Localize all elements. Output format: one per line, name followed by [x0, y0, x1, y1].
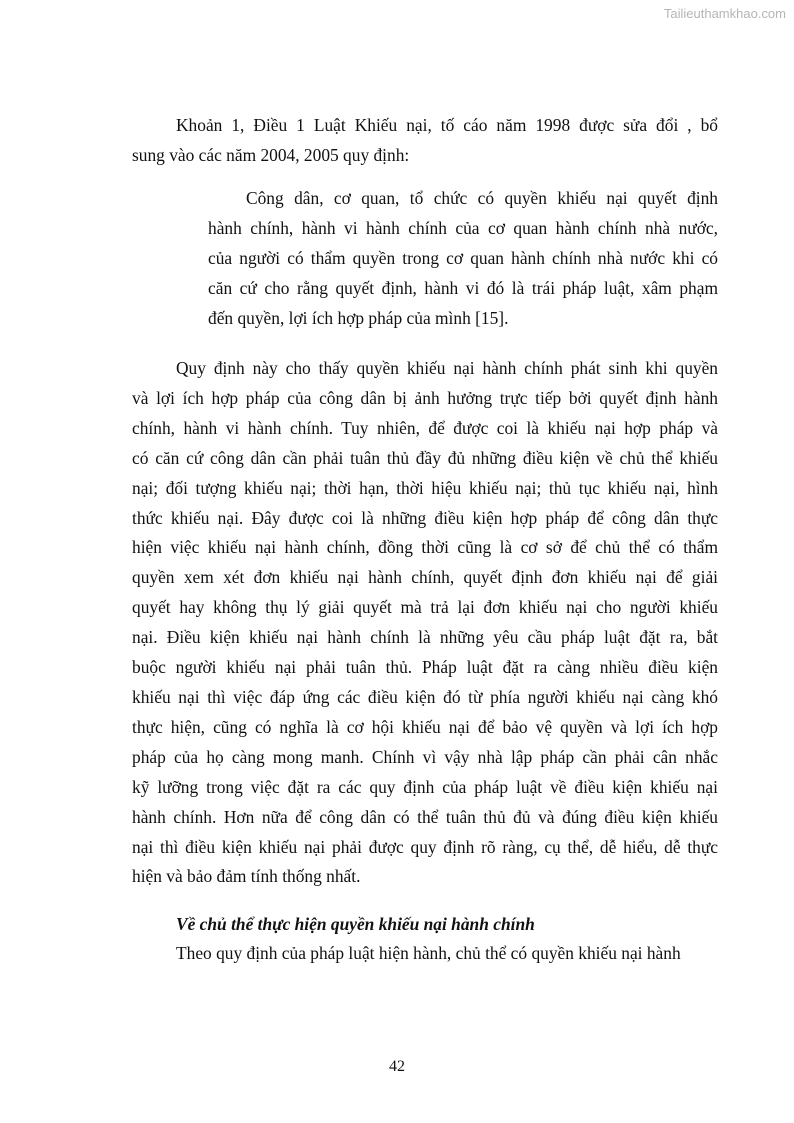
continuation-line: Theo quy định của pháp luật hiện hành, chủ thể có quyền khiếu nại hành [176, 943, 681, 963]
paragraph-line: quyết hay không thụ lý giải quyết mà trả lại đơn khiếu nại cho người khiếu [132, 597, 718, 618]
quote-line: của người có thẩm quyền trong cơ quan hành chính nhà nước khi có [208, 248, 718, 268]
main-paragraph [132, 354, 718, 892]
paragraph-line: hiện việc khiếu nại hành chính, đồng thời cũng là cơ sở để chủ thể có thẩm [132, 537, 718, 558]
intro-line-2: sung vào các năm 2004, 2005 quy định: [132, 144, 410, 165]
section-heading: Về chủ thể thực hiện quyền khiếu nại hành chính [176, 914, 535, 934]
page-number: 42 [389, 1058, 405, 1075]
paragraph-line: và lợi ích hợp pháp của công dân bị ảnh hưởng trực tiếp bởi quyết định hành [132, 387, 718, 408]
paragraph-line: hành chính. Hơn nữa để công dân có thể tuân thủ đủ và đúng điều kiện khiếu [132, 806, 718, 827]
quote-line: hành chính, hành vi hành chính của cơ quan hành chính nhà nước, [208, 218, 718, 238]
intro-line-1: Khoản 1, Điều 1 Luật Khiếu nại, tố cáo năm 1998 được sửa đổi , bổ [176, 115, 718, 135]
paragraph-line: buộc người khiếu nại phải tuân thủ. Pháp luật đặt ra càng nhiều điều kiện [132, 657, 718, 678]
intro-paragraph [132, 111, 718, 171]
paragraph-line: chính, hành vi hành chính. Tuy nhiên, để được coi là khiếu nại hợp pháp và [132, 417, 718, 438]
paragraph-line: nại thì điều kiện khiếu nại phải được quy định rõ ràng, cụ thể, dễ hiểu, dễ thực [132, 836, 718, 857]
quote-line: Công dân, cơ quan, tổ chức có quyền khiếu nại quyết định [246, 188, 718, 208]
paragraph-line: Quy định này cho thấy quyền khiếu nại hành chính phát sinh khi quyền [176, 358, 718, 378]
paragraph-line: quyền xem xét đơn khiếu nại hành chính, quyết định đơn khiếu nại để giải [132, 567, 718, 588]
paragraph-line: thực hiện, cũng có nghĩa là cơ hội khiếu nại để bảo vệ quyền và lợi ích hợp [132, 716, 718, 737]
paragraph-line: khiếu nại thì việc đáp ứng các điều kiện đó từ phía người khiếu nại càng khó [132, 686, 718, 707]
paragraph-line: nại. Điều kiện khiếu nại hành chính là những yêu cầu pháp luật đặt ra, bắt [132, 627, 718, 648]
paragraph-line: pháp của họ càng mong manh. Chính vì vậy nhà lập pháp cần phải cân nhắc [132, 746, 718, 767]
watermark: Tailieuthamkhao.com [663, 6, 786, 21]
quote-line: đến quyền, lợi ích hợp pháp của mình [15]. [208, 308, 509, 328]
paragraph-line: hiện và bảo đảm tính thống nhất. [132, 866, 361, 887]
quote-line: căn cứ cho rằng quyết định, hành vi đó là trái pháp luật, xâm phạm [208, 278, 718, 298]
paragraph-line: có căn cứ công dân cần phải tuân thủ đầy đủ những điều kiện về chủ thể khiếu [132, 447, 718, 468]
paragraph-line: nại; đối tượng khiếu nại; thời hạn, thời hiệu khiếu nại; thủ tục khiếu nại, hình [132, 477, 718, 498]
paragraph-line: kỹ lưỡng trong việc đặt ra các quy định của pháp luật về điều kiện khiếu nại [132, 776, 718, 797]
block-quote [208, 183, 718, 333]
paragraph-line: thức khiếu nại. Đây được coi là những điều kiện hợp pháp để công dân thực [132, 507, 718, 528]
